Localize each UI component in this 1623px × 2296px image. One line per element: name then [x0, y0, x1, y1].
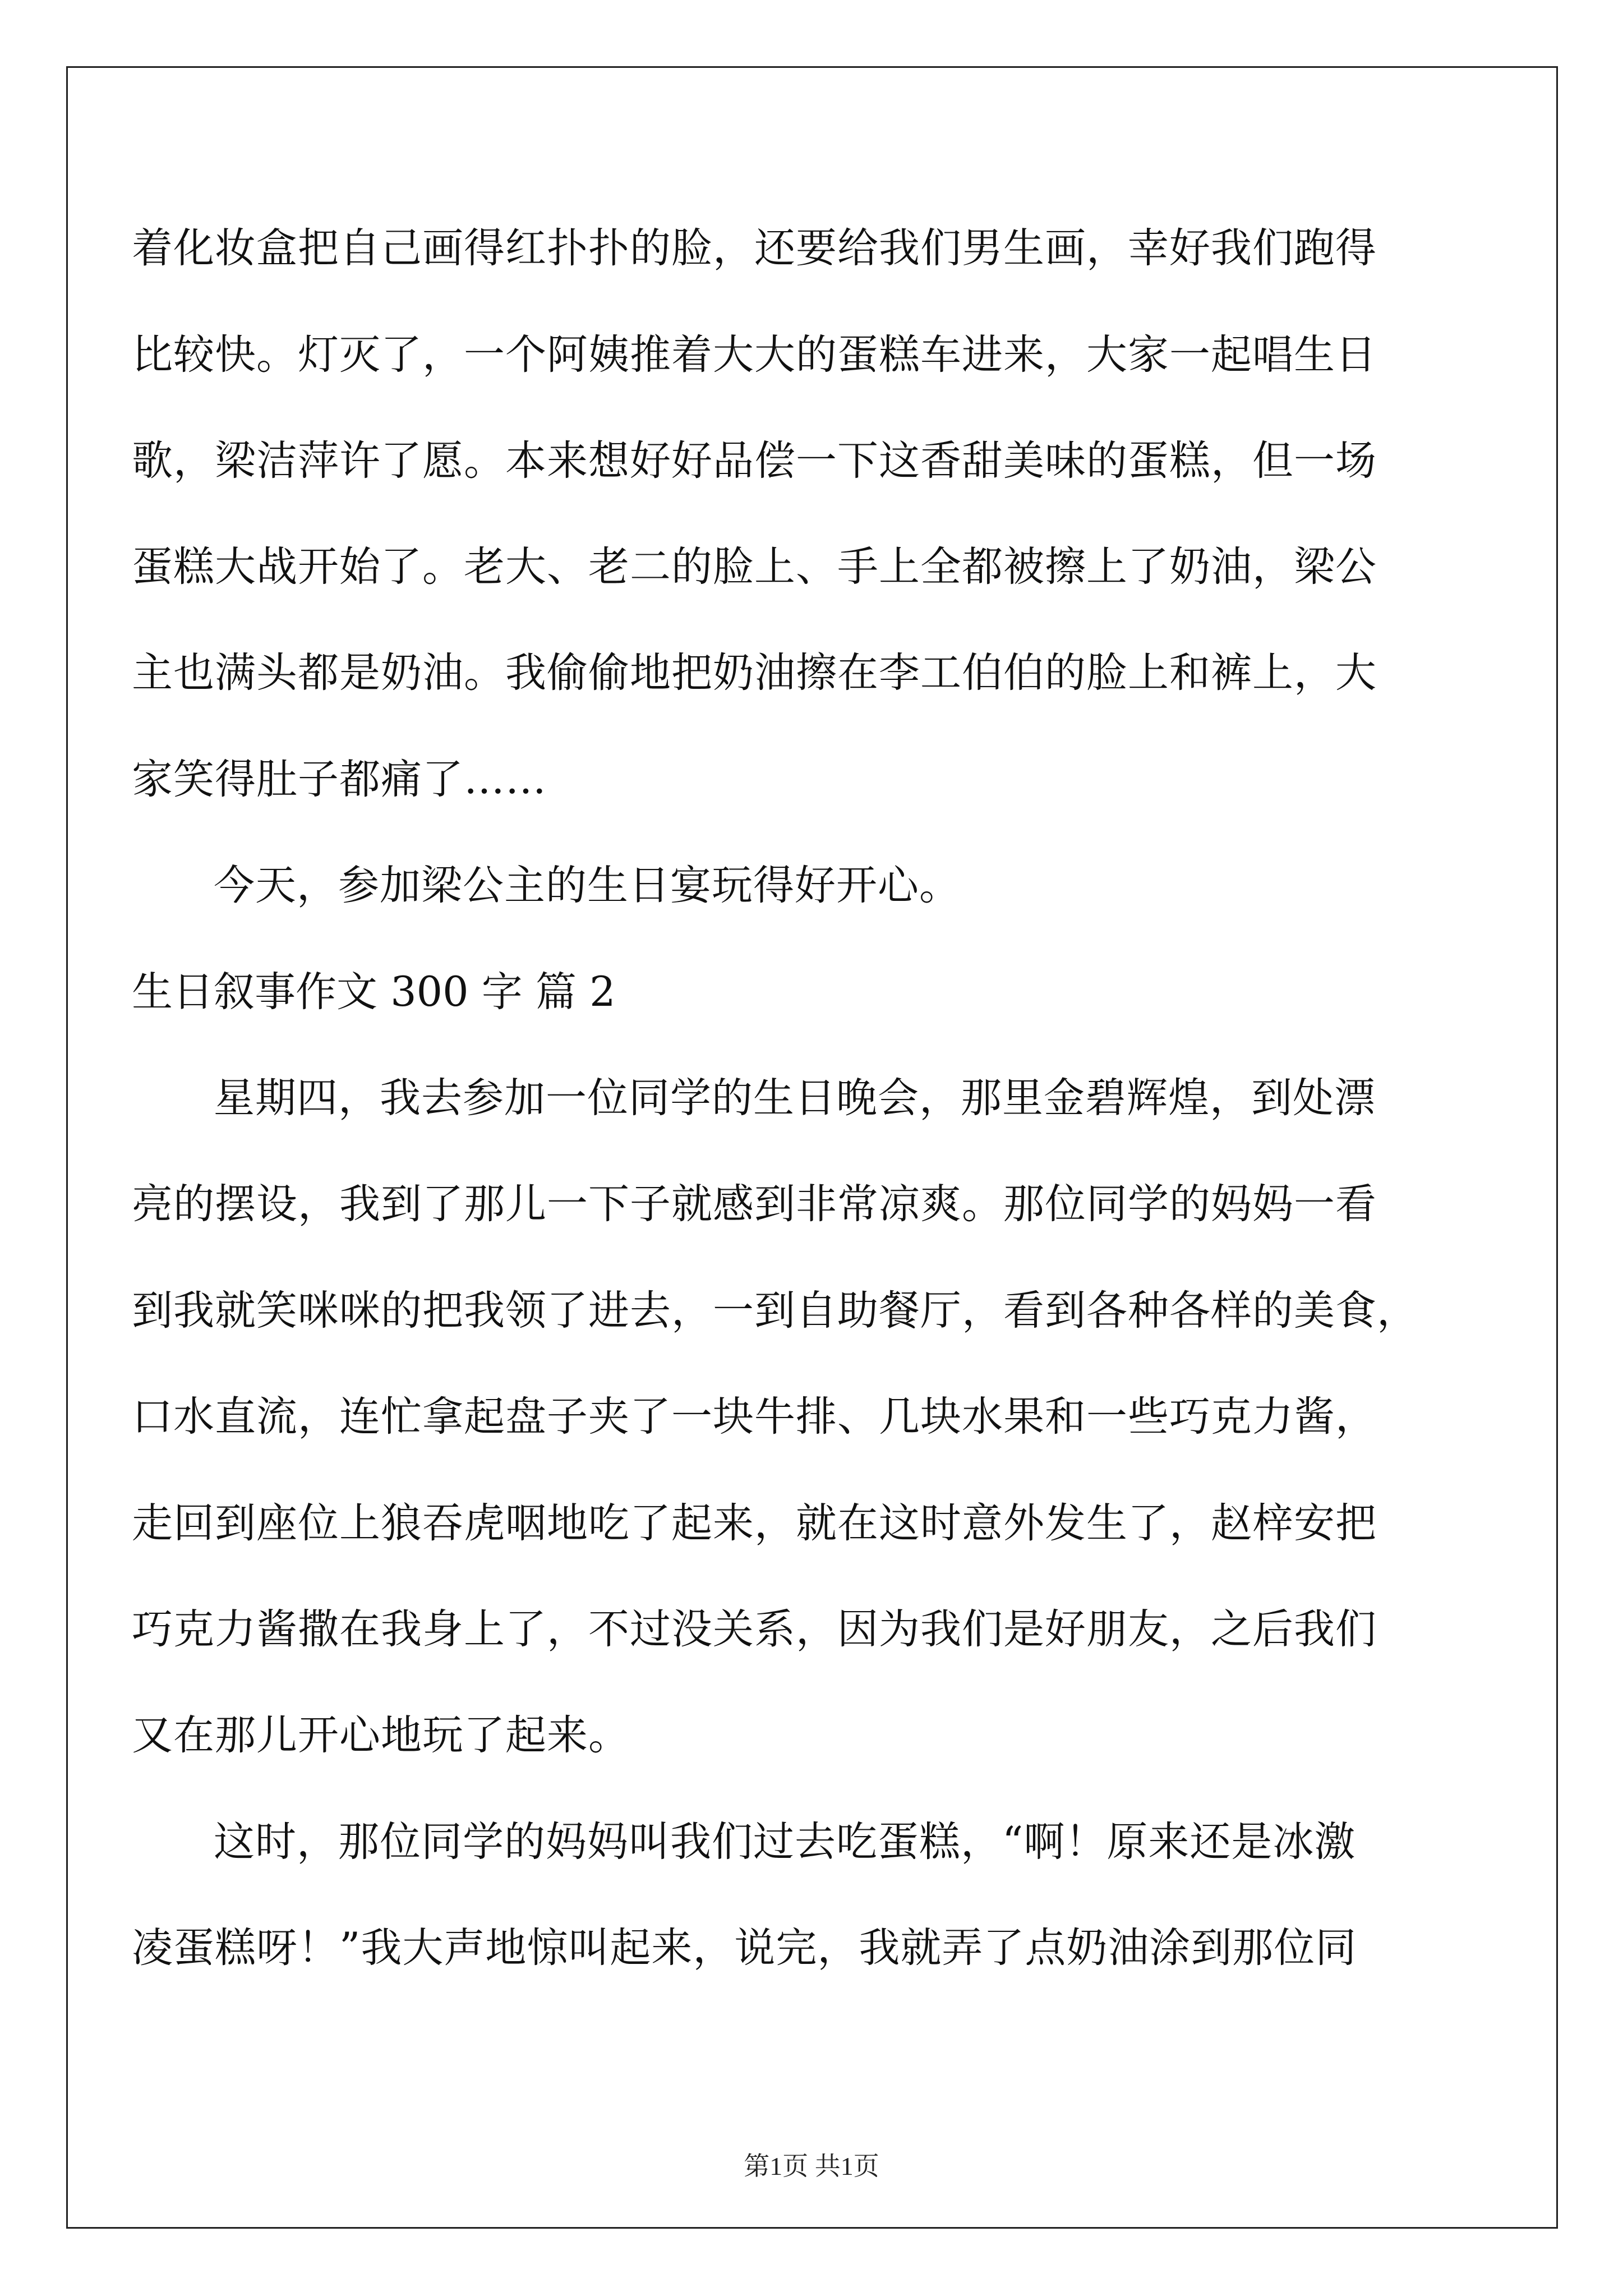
paragraph-line: 又在那儿开心地玩了起来。: [132, 1711, 630, 1759]
paragraph-line: 这时，那位同学的妈妈叫我们过去吃蛋糕，“啊！原来还是冰激: [214, 1818, 1356, 1866]
paragraph-line: 比较快。灯灭了，一个阿姨推着大大的蛋糕车进来，大家一起唱生日: [132, 331, 1377, 379]
paragraph-line: 主也满头都是奶油。我偷偷地把奶油擦在李工伯伯的脸上和裤上，大: [132, 649, 1377, 697]
paragraph-line: 凌蛋糕呀！”我大声地惊叫起来，说完，我就弄了点奶油涂到那位同: [132, 1924, 1357, 1972]
paragraph-line: 家笑得肚子都痛了……: [132, 756, 547, 803]
paragraph-line: 口水直流，连忙拿起盘子夹了一块牛排、几块水果和一些巧克力酱，: [132, 1393, 1377, 1441]
paragraph-line: 歌，梁洁萍许了愿。本来想好好品偿一下这香甜美味的蛋糕，但一场: [132, 437, 1377, 485]
paragraph-line: 蛋糕大战开始了。老大、老二的脸上、手上全都被擦上了奶油，梁公: [132, 543, 1377, 591]
page-footer: 第1页 共1页: [744, 2152, 879, 2180]
page-border: [66, 66, 1558, 2229]
paragraph-line: 巧克力酱撒在我身上了，不过没关系，因为我们是好朋友，之后我们: [132, 1605, 1377, 1653]
paragraph-line: 着化妆盒把自己画得红扑扑的脸，还要给我们男生画，幸好我们跑得: [132, 224, 1377, 272]
paragraph-line: 星期四，我去参加一位同学的生日晚会，那里金碧辉煌，到处漂: [214, 1074, 1376, 1122]
paragraph-line: 到我就笑咪咪的把我领了进去，一到自助餐厅，看到各种各样的美食，: [132, 1287, 1418, 1335]
paragraph-line: 今天，参加梁公主的生日宴玩得好开心。: [214, 862, 961, 909]
paragraph-line: 走回到座位上狼吞虎咽地吃了起来，就在这时意外发生了，赵梓安把: [132, 1499, 1377, 1547]
paragraph-line: 亮的摆设，我到了那儿一下子就感到非常凉爽。那位同学的妈妈一看: [132, 1180, 1377, 1228]
section-heading: 生日叙事作文 300 字 篇 2: [132, 968, 616, 1016]
